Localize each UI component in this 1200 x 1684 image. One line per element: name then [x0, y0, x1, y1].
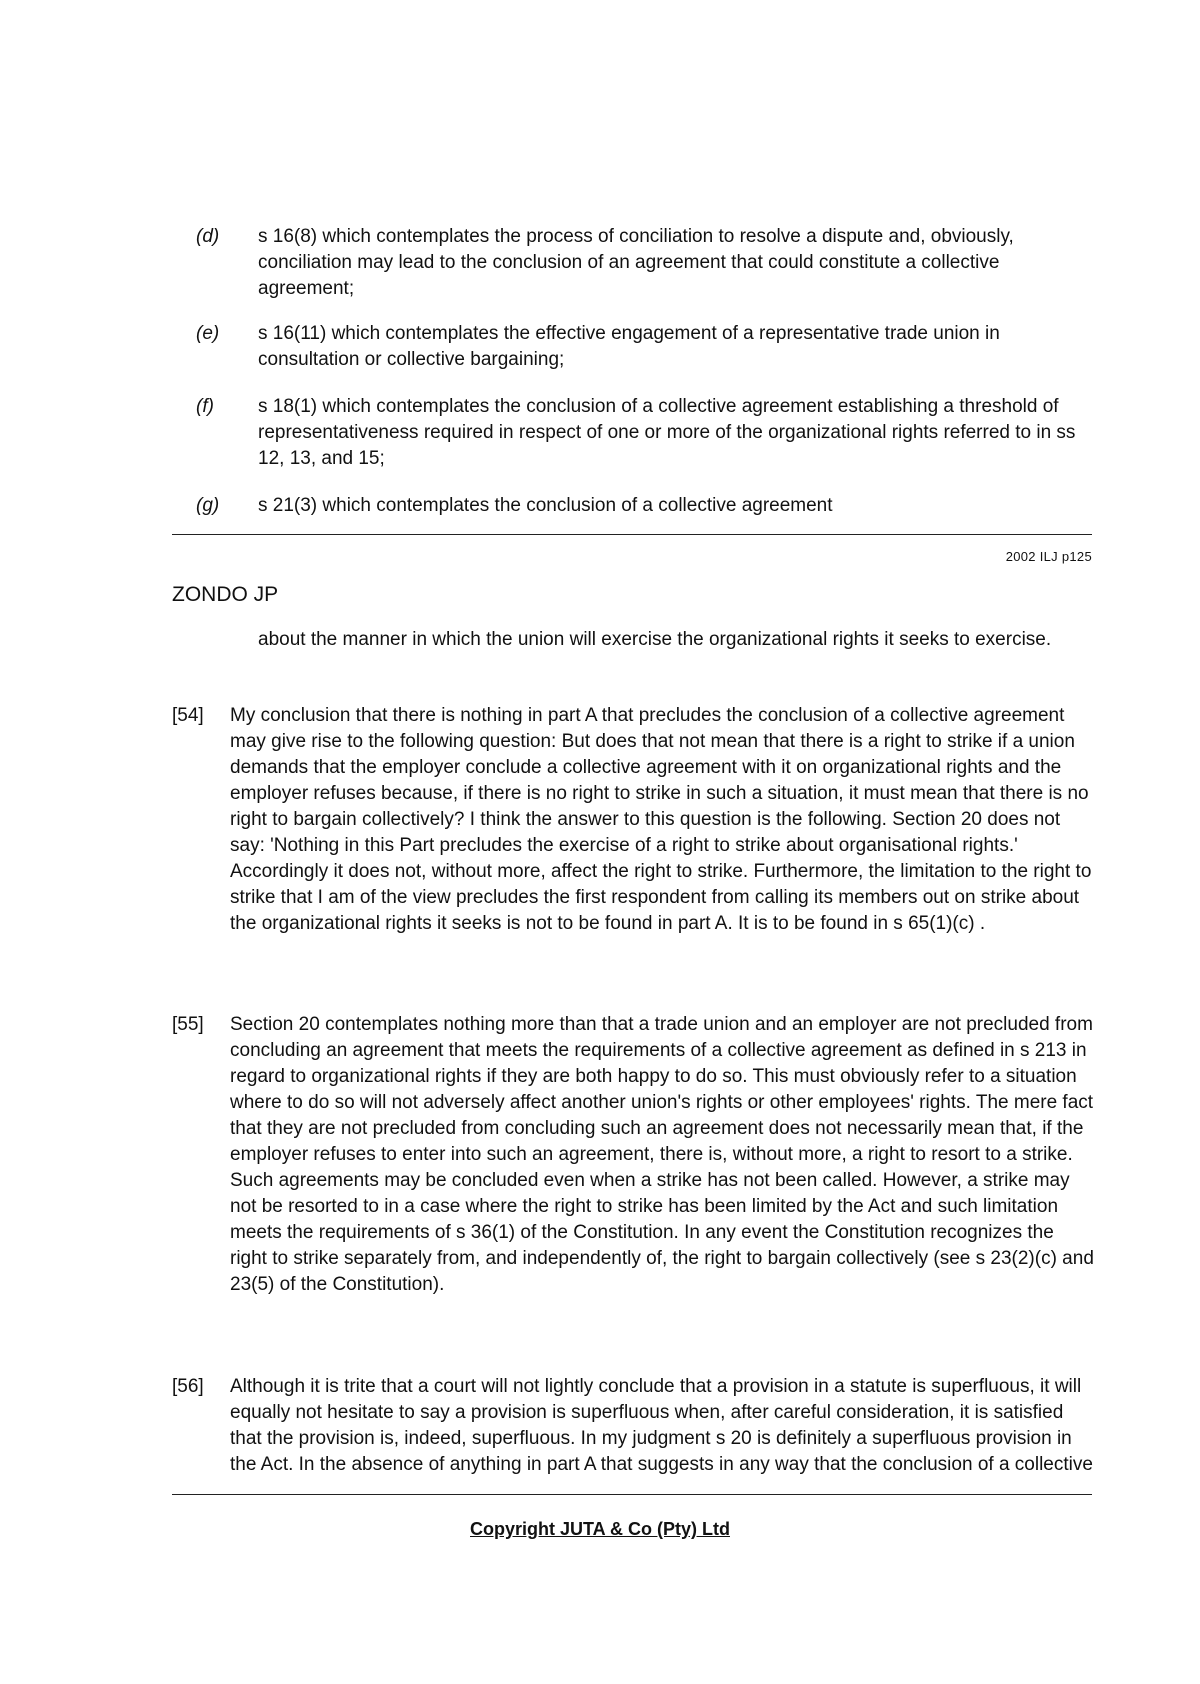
paragraph-text: My conclusion that there is nothing in part A that precludes the conclusion of a collective agreement may give rise to the following question: But does that not mean that there is a right to strike if a union demands that the employer conclude a collective agreement with it on organizational rights and the employer refuses because, if there is no right to strike in such a situation, it must mean that there is no right to bargain collectively? I think the answer to this question is the following. Section 20 does not say: 'Nothing in this Part precludes the exercise of a right to strike about organisational rights.' Accordingly it does not, without more, affect the right to strike. Furthermore, the limitation to the right to strike that I am of the view precludes the first respondent from calling its members out on strike about the organizational rights it seeks is not to be found in part A. It is to be found in s 65(1)(c) .: [230, 705, 1092, 934]
item-label: (f): [196, 396, 214, 417]
page-reference: 2002 ILJ p125: [1005, 549, 1092, 564]
paragraph-text: Section 20 contemplates nothing more than that a trade union and an employer are not precluded from concluding an agreement that meets the requirements of a collective agreement as defined in s 213 in regard to organizational rights if they are both happy to do so. This must obviously refer to a situation where to do so will not adversely affect another union's rights or other employees' rights. The mere fact that they are not precluded from concluding such an agreement does not necessarily mean that, if the employer refuses to enter into such an agreement, there is, without more, a right to resort to a strike. Such agreements may be concluded even when a strike has not been called. However, a strike may not be resorted to in a case where the right to strike has been limited by the Act and such limitation meets the requirements of s 36(1) of the Constitution. In any event the Constitution recognizes the right to strike separately from, and independently of, the right to bargain collectively (see s 23(2)(c) and 23(5) of the Constitution).: [230, 1014, 1094, 1295]
item-text: s 16(11) which contemplates the effective engagement of a representative trade union in consultation or collective bargaining;: [258, 323, 1000, 370]
judge-header: ZONDO JP: [172, 583, 279, 606]
paragraph-number: [56]: [172, 1376, 204, 1397]
page-break-rule: [172, 534, 1092, 535]
paragraph-text: Although it is trite that a court will not lightly conclude that a provision in a statute is superfluous, it will equally not hesitate to say a provision is superfluous when, after careful consideration, it is satisfied that the provision is, indeed, superfluous. In my judgment s 20 is definitely a superfluous provision in the Act. In the absence of anything in part A that suggests in any way that the conclusion of a collective: [230, 1376, 1093, 1475]
paragraph-number: [55]: [172, 1014, 204, 1035]
copyright-notice: Copyright JUTA & Co (Pty) Ltd: [470, 1519, 730, 1539]
item-label: (d): [196, 226, 220, 247]
item-text: s 18(1) which contemplates the conclusion of a collective agreement establishing a threshold of representativeness required in respect of one or more of the organizational rights referred to in ss 12, 13, and 15;: [258, 396, 1076, 469]
item-text: s 16(8) which contemplates the process of conciliation to resolve a dispute and, obviously, conciliation may lead to the conclusion of an agreement that could constitute a collective agreement;: [258, 226, 1014, 299]
paragraph-number: [54]: [172, 705, 204, 726]
item-label: (g): [196, 495, 220, 516]
item-label: (e): [196, 323, 220, 344]
item-text: s 21(3) which contemplates the conclusion of a collective agreement: [258, 495, 833, 516]
continuation-text: about the manner in which the union will exercise the organizational rights it seeks to exercise.: [258, 629, 1052, 650]
footer-rule: [172, 1494, 1092, 1495]
